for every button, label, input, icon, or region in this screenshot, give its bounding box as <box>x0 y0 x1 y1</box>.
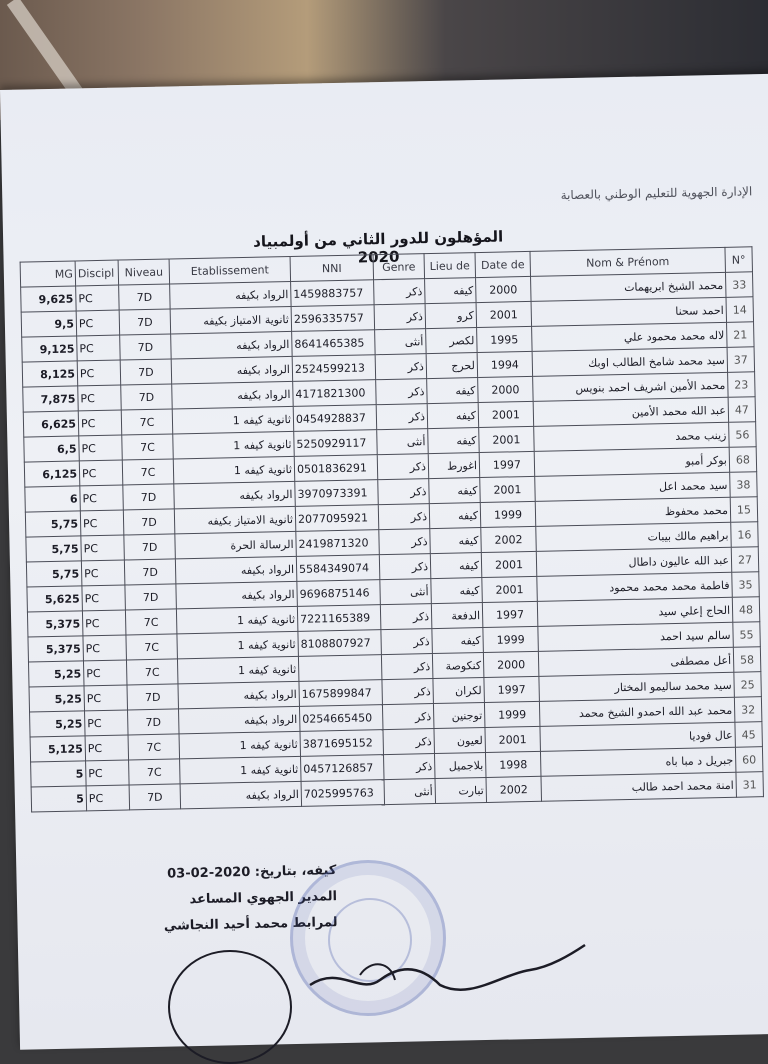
cell-discipline: PC <box>86 785 130 811</box>
cell-mg: 5,25 <box>28 661 84 687</box>
cell-lieu: كيفه <box>427 403 479 429</box>
cell-num: 14 <box>726 297 754 323</box>
cell-lieu: لكران <box>433 677 485 703</box>
column-header-date: Date de <box>475 251 531 277</box>
cell-nni: 1675899847 <box>299 680 383 707</box>
cell-etablissement: الرواد بكيفه <box>172 381 293 409</box>
column-header-nom: Nom & Prénom <box>530 247 725 276</box>
cell-nom: سالم سيد احمد <box>538 622 733 651</box>
cell-nni: 2524599213 <box>292 355 376 382</box>
cell-niveau: 7D <box>119 309 171 335</box>
cell-nom: محمد الشيخ ابريهمات <box>531 272 726 301</box>
cell-niveau: 7D <box>125 584 177 610</box>
cell-etablissement: الرسالة الحرة <box>175 531 296 559</box>
cell-genre: ذكر <box>376 379 428 405</box>
cell-date: 2001 <box>481 551 537 577</box>
cell-num: 68 <box>729 447 757 473</box>
cell-mg: 5 <box>31 761 87 787</box>
cell-genre: ذكر <box>384 754 436 780</box>
cell-niveau: 7C <box>122 434 174 460</box>
cell-nom: محمد عبد الله احمدو الشيخ محمد <box>539 697 734 726</box>
cell-lieu: كنكوصة <box>432 653 484 679</box>
cell-num: 23 <box>728 372 756 398</box>
column-header-num: N° <box>725 247 753 273</box>
cell-nom: لاله محمد محمود علي <box>532 322 727 351</box>
cell-lieu: تبارت <box>435 777 487 803</box>
cell-discipline: PC <box>81 560 125 586</box>
cell-genre: ذكر <box>380 604 432 630</box>
cell-genre: ذكر <box>382 704 434 730</box>
cell-discipline: PC <box>82 610 126 636</box>
cell-etablissement: ثانوية كيفه 1 <box>173 456 294 484</box>
cell-genre: ذكر <box>378 479 430 505</box>
cell-etablissement: ثانوية كيفه 1 <box>172 406 293 434</box>
cell-date: 1997 <box>482 601 538 627</box>
cell-nom: عال فوديا <box>540 722 735 751</box>
cell-mg: 6,625 <box>23 411 79 437</box>
cell-mg: 9,625 <box>21 286 77 312</box>
cell-genre: ذكر <box>377 454 429 480</box>
cell-nni <box>298 655 382 682</box>
cell-date: 2001 <box>482 576 538 602</box>
cell-nom: احمد سحنا <box>531 297 726 326</box>
cell-nni: 0501836291 <box>294 455 378 482</box>
cell-date: 2001 <box>485 726 541 752</box>
cell-nom: بوكر أمبو <box>534 447 729 476</box>
cell-nni: 3871695152 <box>300 730 384 757</box>
cell-genre: ذكر <box>382 679 434 705</box>
cell-mg: 5,75 <box>25 511 81 537</box>
cell-date: 1997 <box>479 451 535 477</box>
cell-date: 2000 <box>476 276 532 302</box>
cell-discipline: PC <box>79 435 123 461</box>
cell-etablissement: الرواد بكيفه <box>176 581 297 609</box>
cell-discipline: PC <box>81 535 125 561</box>
cell-mg: 9,5 <box>21 311 77 337</box>
cell-niveau: 7D <box>120 359 172 385</box>
cell-etablissement: ثانوية الامتياز بكيفه <box>170 306 291 334</box>
cell-discipline: PC <box>85 710 129 736</box>
column-header-niveau: Niveau <box>118 259 170 285</box>
cell-mg: 5,25 <box>29 686 85 712</box>
cell-lieu: كيفه <box>427 378 479 404</box>
cell-lieu: كرو <box>425 303 477 329</box>
cell-mg: 7,875 <box>23 386 79 412</box>
cell-num: 16 <box>731 522 759 548</box>
cell-lieu: لعيون <box>434 727 486 753</box>
cell-lieu: توجنين <box>433 702 485 728</box>
cell-date: 1994 <box>477 351 533 377</box>
cell-num: 32 <box>734 697 762 723</box>
cell-etablissement: الرواد بكيفه <box>174 481 295 509</box>
cell-niveau: 7D <box>127 684 179 710</box>
cell-niveau: 7C <box>125 609 177 635</box>
cell-genre: ذكر <box>378 504 430 530</box>
cell-num: 45 <box>735 722 763 748</box>
cell-num: 55 <box>733 622 761 648</box>
cell-nni: 7025995763 <box>301 780 385 807</box>
cell-nni: 2077095921 <box>295 505 379 532</box>
cell-nom: زينب محمد <box>534 422 729 451</box>
cell-lieu: الدفعة <box>431 603 483 629</box>
column-header-nni: NNI <box>290 255 374 282</box>
cell-discipline: PC <box>86 760 130 786</box>
cell-mg: 9,125 <box>22 336 78 362</box>
cell-mg: 5,75 <box>26 561 82 587</box>
cell-genre: أنثى <box>384 779 436 805</box>
cell-nni: 0454928837 <box>293 405 377 432</box>
cell-discipline: PC <box>80 510 124 536</box>
cell-discipline: PC <box>84 685 128 711</box>
cell-mg: 6 <box>25 486 81 512</box>
cell-niveau: 7D <box>123 484 175 510</box>
cell-date: 1999 <box>483 626 539 652</box>
cell-discipline: PC <box>78 385 122 411</box>
cell-niveau: 7D <box>120 334 172 360</box>
cell-discipline: PC <box>77 335 121 361</box>
cell-num: 37 <box>727 347 755 373</box>
cell-date: 2000 <box>483 651 539 677</box>
cell-nni: 0254665450 <box>299 705 383 732</box>
cell-nom: محمد الأمين اشريف احمد بنويس <box>533 372 728 401</box>
cell-nni: 2596335757 <box>291 305 375 332</box>
cell-discipline: PC <box>77 360 121 386</box>
cell-genre: ذكر <box>381 629 433 655</box>
table-body <box>21 272 764 812</box>
cell-genre: ذكر <box>375 354 427 380</box>
cell-discipline: PC <box>76 310 120 336</box>
cell-num: 25 <box>734 672 762 698</box>
cell-etablissement: ثانوية الامتياز بكيفه <box>174 506 295 534</box>
cell-mg: 5,375 <box>28 636 84 662</box>
cell-num: 15 <box>730 497 758 523</box>
cell-discipline: PC <box>78 410 122 436</box>
cell-num: 31 <box>736 772 764 798</box>
cell-nni: 7221165389 <box>297 605 381 632</box>
cell-lieu: كيفه <box>425 278 477 304</box>
cell-niveau: 7D <box>123 509 175 535</box>
column-header-mg: MG <box>20 261 76 287</box>
cell-date: 1997 <box>484 676 540 702</box>
cell-num: 47 <box>728 397 756 423</box>
results-table <box>20 246 764 812</box>
cell-etablissement: ثانوية كيفه 1 <box>177 656 298 684</box>
cell-genre: ذكر <box>376 404 428 430</box>
cell-niveau: 7D <box>128 709 180 735</box>
cell-nni: 9696875146 <box>297 580 381 607</box>
column-header-genre: Genre <box>373 254 425 280</box>
cell-discipline: PC <box>79 460 123 486</box>
cell-genre: ذكر <box>383 729 435 755</box>
cell-niveau: 7D <box>124 559 176 585</box>
cell-nni: 3970973391 <box>295 480 379 507</box>
cell-nni: 1459883757 <box>291 280 375 307</box>
cell-niveau: 7D <box>121 384 173 410</box>
column-header-discipline: Discipl <box>75 260 119 286</box>
cell-nom: فاطمة محمد محمد محمود <box>537 572 732 601</box>
cell-date: 2000 <box>478 376 534 402</box>
cell-etablissement: الرواد بكيفه <box>178 681 299 709</box>
cell-nom: جبريل د مبا باه <box>540 747 735 776</box>
cell-genre: ذكر <box>381 654 433 680</box>
cell-nni: 4171821300 <box>293 380 377 407</box>
cell-niveau: 7C <box>126 634 178 660</box>
cell-discipline: PC <box>80 485 124 511</box>
cell-num: 35 <box>732 572 760 598</box>
document-title: المؤهلون للدور الثاني من أولمبياد 2020 <box>252 227 504 267</box>
cell-nom: محمد محفوظ <box>535 497 730 526</box>
cell-niveau: 7D <box>124 534 176 560</box>
cell-nom: براهيم مالك بيبات <box>536 522 731 551</box>
cell-nom: سيد محمد ساليمو المختار <box>539 672 734 701</box>
cell-niveau: 7C <box>128 734 180 760</box>
cell-lieu: بلاجميل <box>434 752 486 778</box>
cell-date: 2002 <box>486 776 542 802</box>
cell-etablissement: الرواد بكيفه <box>171 331 292 359</box>
cell-mg: 5,125 <box>30 736 86 762</box>
cell-niveau: 7C <box>122 459 174 485</box>
cell-mg: 5,75 <box>26 536 82 562</box>
cell-num: 48 <box>732 597 760 623</box>
cell-lieu: كيفه <box>432 628 484 654</box>
cell-nom: سيد محمد شامخ الطالب اوبك <box>532 347 727 376</box>
cell-discipline: PC <box>85 735 129 761</box>
column-header-lieu: Lieu de <box>424 253 476 279</box>
cell-lieu: لحرج <box>426 353 478 379</box>
cell-etablissement: ثانوية كيفه 1 <box>177 631 298 659</box>
cell-etablissement: الرواد بكيفه <box>175 556 296 584</box>
cell-discipline: PC <box>82 585 126 611</box>
cell-niveau: 7C <box>129 759 181 785</box>
cell-etablissement: الرواد بكيفه <box>180 781 301 809</box>
cell-nni: 8641465385 <box>292 330 376 357</box>
cell-nni: 0457126857 <box>301 755 385 782</box>
cell-discipline: PC <box>83 635 127 661</box>
cell-nom: امنة محمد احمد طالب <box>541 772 736 801</box>
footer-role-line: المدير الجهوي المساعد <box>189 889 338 908</box>
cell-nom: الحاج إعلي سيد <box>537 597 732 626</box>
cell-mg: 5,375 <box>27 611 83 637</box>
cell-lieu: اغورط <box>428 453 480 479</box>
cell-num: 21 <box>727 322 755 348</box>
cell-mg: 5 <box>31 786 87 812</box>
cell-num: 33 <box>725 272 753 298</box>
cell-date: 2001 <box>480 476 536 502</box>
cell-date: 1999 <box>484 701 540 727</box>
cell-genre: أنثى <box>375 329 427 355</box>
cell-niveau: 7D <box>119 284 171 310</box>
cell-mg: 5,625 <box>27 586 83 612</box>
cell-nni: 5250929117 <box>294 430 378 457</box>
cell-etablissement: الرواد بكيفه <box>170 281 291 309</box>
cell-lieu: كيفه <box>430 528 482 554</box>
footer-date-line: كيفه، بتاريخ: 2020-02-03 <box>167 863 337 882</box>
cell-niveau: 7C <box>126 659 178 685</box>
cell-nom: عبد الله محمد الأمين <box>533 397 728 426</box>
cell-etablissement: الرواد بكيفه <box>171 356 292 384</box>
cell-genre: ذكر <box>379 529 431 555</box>
cell-etablissement: ثانوية كيفه 1 <box>176 606 297 634</box>
cell-mg: 6,5 <box>24 436 80 462</box>
cell-num: 27 <box>731 547 759 573</box>
agency-header: الإدارة الجهوية للتعليم الوطني بالعصابة <box>560 184 753 203</box>
cell-niveau: 7C <box>121 409 173 435</box>
cell-discipline: PC <box>76 285 120 311</box>
column-header-etablissement: Etablissement <box>169 256 290 284</box>
cell-nom: سيد محمد اعل <box>535 472 730 501</box>
cell-genre: ذكر <box>379 554 431 580</box>
cell-genre: ذكر <box>374 279 426 305</box>
cell-date: 2001 <box>476 301 532 327</box>
cell-genre: أنثى <box>380 579 432 605</box>
cell-date: 2001 <box>478 401 534 427</box>
cell-nni: 8108807927 <box>298 630 382 657</box>
cell-lieu: كيفه <box>429 503 481 529</box>
cell-etablissement: الرواد بكيفه <box>179 706 300 734</box>
signature <box>300 925 600 1005</box>
cell-date: 1998 <box>485 751 541 777</box>
cell-nni: 5584349074 <box>296 555 380 582</box>
cell-date: 2001 <box>479 426 535 452</box>
cell-num: 58 <box>733 647 761 673</box>
cell-date: 1999 <box>480 501 536 527</box>
cell-lieu: كيفه <box>429 478 481 504</box>
cell-lieu: كيفه <box>428 428 480 454</box>
cell-mg: 6,125 <box>24 461 80 487</box>
cell-nni: 2419871320 <box>296 530 380 557</box>
cell-etablissement: ثانوية كيفه 1 <box>173 431 294 459</box>
cell-nom: أعل مصطفى <box>538 647 733 676</box>
cell-etablissement: ثانوية كيفه 1 <box>180 756 301 784</box>
cell-lieu: كيفه <box>431 578 483 604</box>
cell-genre: أنثى <box>377 429 429 455</box>
cell-nom: عبد الله عاليون داطال <box>536 547 731 576</box>
cell-date: 1995 <box>477 326 533 352</box>
cell-discipline: PC <box>83 660 127 686</box>
cell-date: 2002 <box>481 526 537 552</box>
footer-name-line: لمرابط محمد أحيد النجاشي <box>163 915 338 934</box>
cell-mg: 8,125 <box>22 361 78 387</box>
cell-lieu: كيفه <box>430 553 482 579</box>
pen-circle-mark <box>168 950 292 1064</box>
cell-genre: ذكر <box>374 304 426 330</box>
cell-etablissement: ثانوية كيفه 1 <box>179 731 300 759</box>
cell-mg: 5,25 <box>30 711 86 737</box>
cell-num: 38 <box>730 472 758 498</box>
cell-num: 56 <box>729 422 757 448</box>
cell-num: 60 <box>735 747 763 773</box>
cell-niveau: 7D <box>129 784 181 810</box>
cell-lieu: لكصر <box>426 328 478 354</box>
